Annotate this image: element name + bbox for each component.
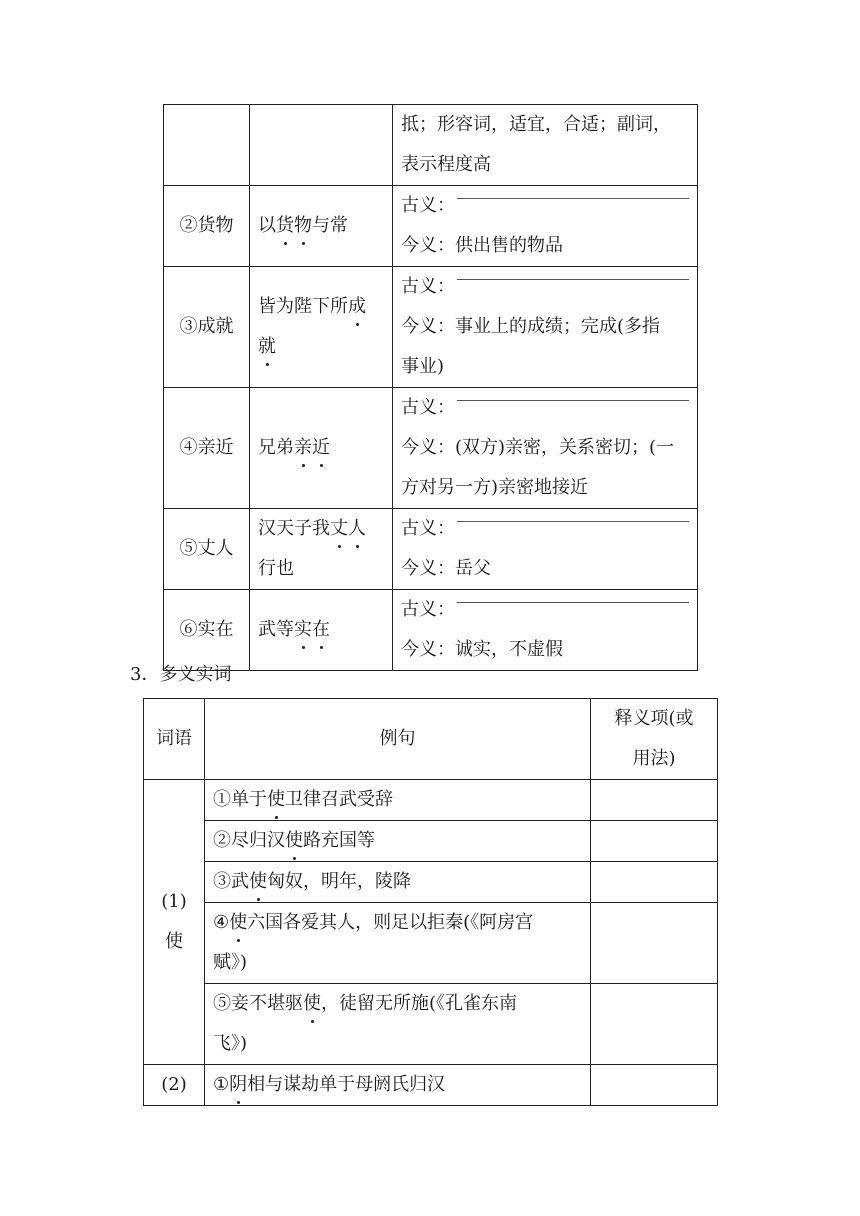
emphasis-dot-char: 使 (249, 862, 267, 902)
word-cell: ②货物 (164, 186, 250, 267)
meaning-cell (393, 186, 698, 267)
ancient-label: 古义： (401, 195, 455, 216)
word-cell: ④亲近 (164, 388, 250, 509)
example-cell: 武等实在 (250, 590, 393, 671)
header-meaning: 释义项(或 用法) (591, 699, 718, 780)
emphasis-dot-char: 使 (303, 984, 321, 1024)
table-row (164, 590, 698, 671)
word-cell: ⑤丈人 (164, 509, 250, 590)
ancient-label: 古义： (401, 518, 455, 539)
example-cell: 皆为陛下所成 就 (250, 267, 393, 388)
modern-label: 今义： (401, 639, 455, 660)
answer-cell[interactable] (591, 1065, 718, 1106)
word-cell: (2) (144, 1065, 205, 1106)
answer-cell[interactable] (591, 821, 718, 862)
modern-label: 今义： (401, 437, 455, 458)
meaning-cell (393, 388, 698, 509)
modern-label: 今义： (401, 316, 455, 337)
table-row (164, 186, 698, 267)
header-example: 例句 (205, 699, 591, 780)
table-row (144, 1065, 718, 1106)
table-row (164, 105, 698, 186)
section-heading: 3．多义实词 (130, 664, 232, 685)
modern-meaning: 供出售的物品 (455, 235, 563, 256)
word-cell (164, 105, 250, 186)
emphasis-dot-char: 物 (294, 206, 312, 246)
answer-blank[interactable] (457, 520, 689, 522)
word-cell: ③成就 (164, 267, 250, 388)
ancient-label: 古义： (401, 599, 455, 620)
table-row (144, 862, 718, 903)
modern-label: 今义： (401, 235, 455, 256)
emphasis-dot-char: 实 (294, 610, 312, 650)
meaning-cell (393, 105, 698, 186)
modern-meaning: 诚实，不虚假 (455, 639, 563, 660)
table-row (164, 267, 698, 388)
ancient-modern-meaning-table (163, 104, 698, 671)
example-cell: 汉天子我丈人 行也 (250, 509, 393, 590)
emphasis-dot-char: 亲 (294, 428, 312, 468)
word-cell: (1) 使 (144, 780, 205, 1065)
example-cell: ②尽归汉使路充国等 (205, 821, 591, 862)
emphasis-dot-char: 使 (267, 780, 285, 820)
answer-blank[interactable] (457, 278, 689, 280)
meaning-cell (393, 267, 698, 388)
modern-meaning: 岳父 (455, 558, 491, 579)
emphasis-dot-char: 人 (348, 509, 366, 549)
modern-label: 今义： (401, 558, 455, 579)
ancient-label: 古义： (401, 276, 455, 297)
answer-blank[interactable] (457, 197, 689, 199)
modern-meaning: (双方)亲密，关系密切；(一 (455, 437, 675, 458)
example-cell (250, 105, 393, 186)
table-row (144, 984, 718, 1065)
header-word: 词语 (144, 699, 205, 780)
meaning-cell (393, 509, 698, 590)
emphasis-dot-char: 阴 (229, 1065, 247, 1105)
gloss-text: 抵；形容词，适宜，合适；副词， (401, 114, 671, 135)
example-cell: ③武使匈奴，明年，陵降 (205, 862, 591, 903)
table-row (144, 903, 718, 984)
example-cell: ①单于使卫律召武受辞 (205, 780, 591, 821)
example-cell: ①阴相与谋劫单于母阏氏归汉 (205, 1065, 591, 1106)
table-row (144, 821, 718, 862)
answer-cell[interactable] (591, 862, 718, 903)
emphasis-dot-char: 使 (229, 903, 247, 943)
example-cell: ④使六国各爱其人，则足以拒秦(《阿房宫 赋》) (205, 903, 591, 984)
modern-meaning: 事业) (401, 356, 445, 377)
example-cell: 以货物与常 (250, 186, 393, 267)
modern-meaning: 事业上的成绩；完成(多指 (455, 316, 661, 337)
emphasis-dot-char: 就 (258, 327, 276, 367)
meaning-cell (393, 590, 698, 671)
answer-blank[interactable] (457, 399, 689, 401)
gloss-text: 表示程度高 (401, 154, 491, 175)
answer-blank[interactable] (457, 601, 689, 603)
table-header-row (144, 699, 718, 780)
answer-cell[interactable] (591, 903, 718, 984)
answer-cell[interactable] (591, 780, 718, 821)
emphasis-dot-char: 在 (312, 610, 330, 650)
example-cell: ⑤妾不堪驱使，徒留无所施(《孔雀东南 飞》) (205, 984, 591, 1065)
table-row (164, 509, 698, 590)
word-cell: ⑥实在 (164, 590, 250, 671)
modern-meaning: 方对另一方)亲密地接近 (401, 477, 589, 498)
answer-cell[interactable] (591, 984, 718, 1065)
emphasis-dot-char: 成 (348, 287, 366, 327)
ancient-label: 古义： (401, 397, 455, 418)
emphasis-dot-char: 使 (285, 821, 303, 861)
polysemous-words-table (143, 698, 718, 1106)
table-row (144, 780, 718, 821)
emphasis-dot-char: 近 (312, 428, 330, 468)
emphasis-dot-char: 丈 (330, 509, 348, 549)
example-cell: 兄弟亲近 (250, 388, 393, 509)
table-row (164, 388, 698, 509)
emphasis-dot-char: 货 (276, 206, 294, 246)
